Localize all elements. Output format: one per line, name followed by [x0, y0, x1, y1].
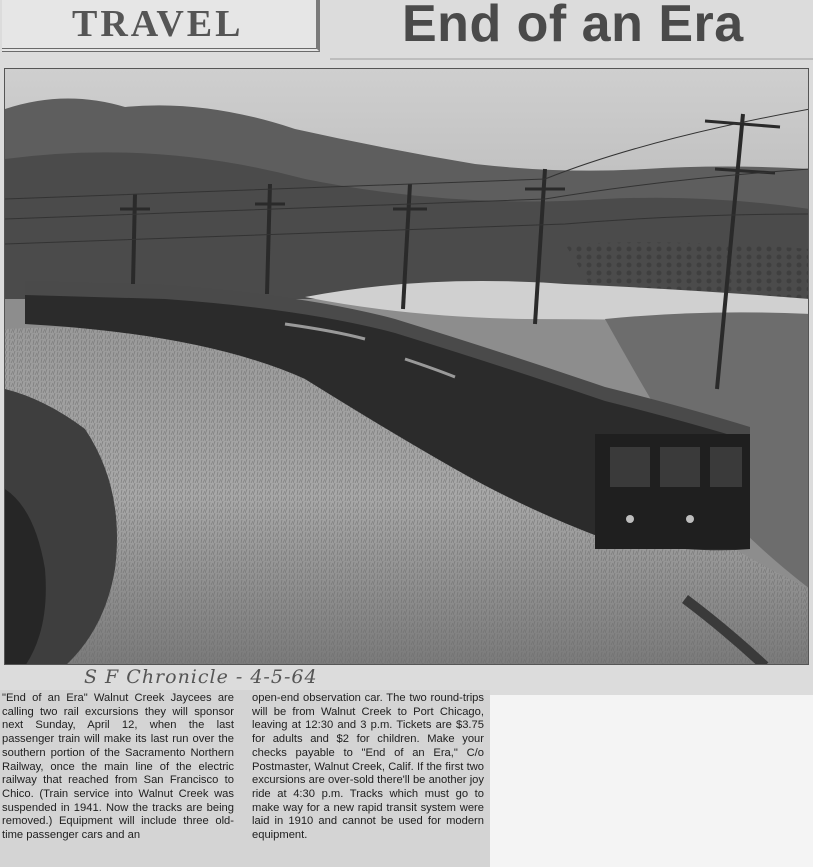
train-photo-illustration — [5, 69, 809, 665]
section-label: TRAVEL — [72, 3, 244, 45]
headline: End of an Era — [402, 0, 744, 53]
section-header-box — [2, 0, 320, 52]
handwritten-source-note: S F Chronicle - 4-5-64 — [84, 666, 318, 688]
train-photo — [4, 68, 809, 665]
headline-rule — [330, 58, 813, 60]
front-window-right — [710, 447, 742, 487]
article-column-1: "End of an Era" Walnut Creek Jaycees are calling two rail excursions they will sponsor next Sunday, April 12, when the last passenger train will make its last run over the southern portion of the Sacramento Northern Railway, once the main line of the electric railway that reached from San Francisco to Chico. (Train service into Walnut Creek was suspended in 1941. Now the tracks are being removed.) Equipment will include three old-time passenger cars and an — [2, 692, 234, 842]
marker-light — [686, 515, 694, 523]
headlight — [626, 515, 634, 523]
front-window-left — [610, 447, 650, 487]
front-window-center — [660, 447, 700, 487]
article-column-2: open-end observation car. The two round-trips will be from Walnut Creek to Port Chicago, leaving at 12:30 and 3 p.m. Tickets are $3.75 for adults and $2 for children. Make your checks payable to "End of an Era," C/o Postmaster, Walnut Creek, Calif. If the first two excursions are over-sold there'll be another joy ride at 4:30 p.m. Tracks which must go to make way for a new rapid transit system were laid in 1910 and cannot be used for modern equipment. — [252, 692, 484, 842]
blank-paper-area — [490, 695, 813, 867]
article-body — [0, 690, 490, 867]
